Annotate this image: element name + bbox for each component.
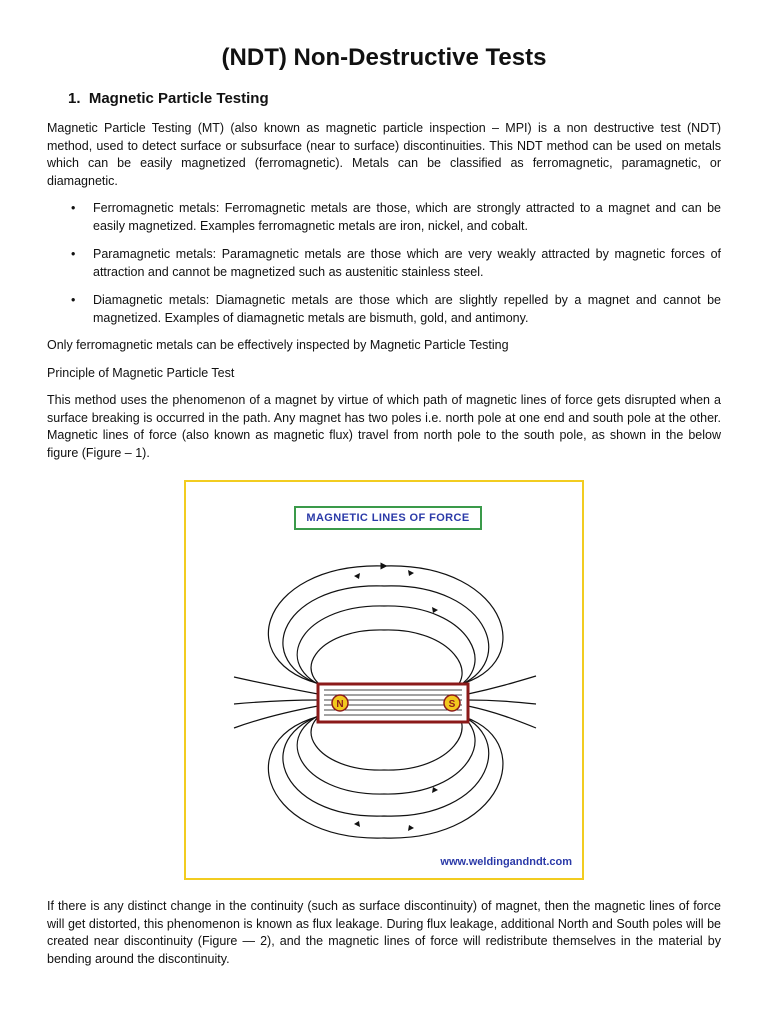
flux-leakage-paragraph: If there is any distinct change in the continuity (such as surface discontinuity) of magnet, then the magnetic lines of force will get distorted, this phenomenon is known as flux leakage. During flux leakage, additional North and South poles will be created near discontinuity (Figure — 2), and the magnetic lines of force will redistribute themselves in the material by bending around the discontinuity. [47, 899, 721, 966]
figure-title: MAGNETIC LINES OF FORCE [294, 506, 482, 530]
principle-heading: Principle of Magnetic Particle Test [47, 366, 235, 380]
bullet-icon: • [71, 201, 76, 215]
direction-arrow [354, 573, 360, 579]
field-line [268, 566, 503, 687]
intro-paragraph: Magnetic Particle Testing (MT) (also known as magnetic particle inspection – MPI) is a non destructive test (NDT) method, used to detect surface or subsurface (near to surface) discontinuities. This NDT method can be used on metals which can be easily magnetized (ferromagnetic). Metals can be classified as ferromagnetic, paramagnetic, or diamagnetic. [47, 121, 721, 188]
field-line [234, 700, 318, 704]
list-item: • Diamagnetic metals: Diamagnetic metals are those which are slightly repelled by a magnet and cannot be magnetized. Examples of diamagnetic metals are bismuth, gold, and antimony. [71, 293, 721, 325]
direction-arrow [408, 570, 414, 576]
metal-classification-list [47, 200, 721, 338]
direction-arrow [432, 787, 438, 793]
principle-paragraph: This method uses the phenomenon of a magnet by virtue of which path of magnetic lines of force gets disrupted when a surface breaking is occurred in the path. Any magnet has two poles i.e. north pole at one end and south pole at the other. Magnetic lines of force (also known as magnetic flux) travel from north pole to the south pole, as shown in the below figure (Figure – 1). [47, 393, 721, 460]
north-pole-label: N [336, 699, 344, 710]
field-line [468, 706, 536, 728]
section-heading: 1. Magnetic Particle Testing [68, 90, 269, 107]
direction-arrow [408, 825, 414, 831]
bullet-icon: • [71, 293, 76, 307]
list-item: • Paramagnetic metals: Paramagnetic metals are those which are very weakly attracted by magnetic forces of attraction and cannot be magnetized such as austenitic stainless steel. [71, 247, 721, 279]
figure-watermark-url: www.weldingandndt.com [440, 856, 572, 868]
field-line [283, 711, 489, 816]
page-title: (NDT) Non-Destructive Tests [221, 44, 547, 71]
south-pole-label: S [448, 699, 456, 710]
direction-arrow [354, 821, 360, 827]
field-line [468, 676, 536, 694]
magnetic-lines-figure [184, 480, 584, 880]
ferromagnetic-note: Only ferromagnetic metals can be effectively inspected by Magnetic Particle Testing [47, 338, 509, 352]
field-line [468, 700, 536, 704]
bullet-icon: • [71, 247, 76, 261]
list-item: • Ferromagnetic metals: Ferromagnetic metals are those, which are strongly attracted to a magnet and can be easily magnetized. Examples ferromagnetic metals are iron, nickel, and cobalt. [71, 201, 721, 233]
field-line [283, 586, 489, 689]
direction-arrow [432, 607, 438, 613]
field-line [268, 713, 503, 838]
field-lines-diagram [186, 482, 582, 878]
